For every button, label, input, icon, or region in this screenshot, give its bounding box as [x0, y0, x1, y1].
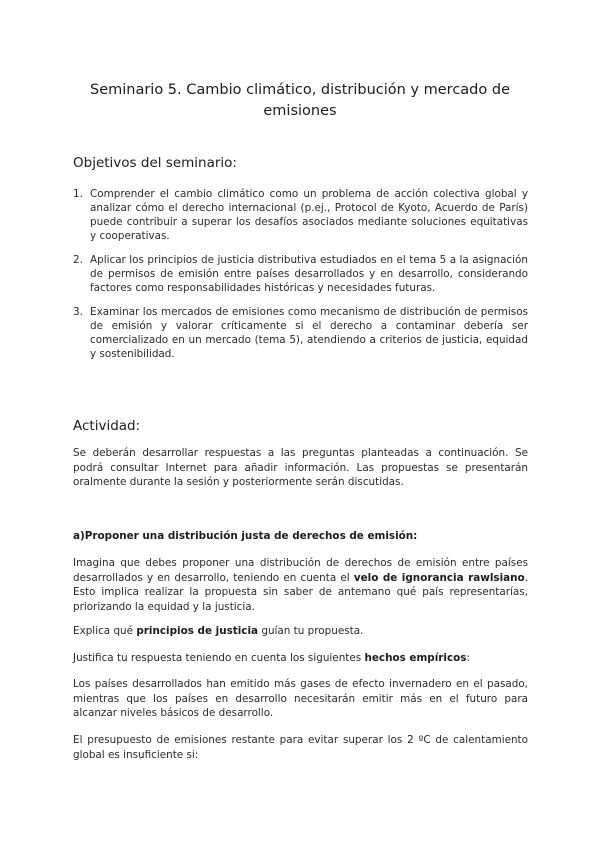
objective-item: 1. Comprender el cambio climático como un problema de acción colectiva global y analizar cómo el derecho internacional (p.ej., Protocol de Kyoto, Acuerdo de París) puede contribuir a superar los desafíos asociados mediante soluciones equitativas y cooperativas. — [73, 188, 528, 242]
section-a-paragraph-5: El presupuesto de emisiones restante para evitar superar los 2 ºC de calentamiento global es insuficiente si: — [73, 734, 528, 761]
section-a-paragraph-2: Explica qué principios de justicia guían tu propuesta. — [73, 625, 364, 637]
objective-item: 3. Examinar los mercados de emisiones como mecanismo de distribución de permisos de emisión y valorar críticamente si el derecho a contaminar debería ser comercializado en un mercado (tema 5), atendiendo a criterios de justicia, equidad y sostenibilidad. — [73, 306, 528, 360]
title-line-2: emisiones — [263, 103, 337, 119]
activity-heading: Actividad: — [73, 418, 141, 434]
section-a-paragraph-4: Los países desarrollados han emitido más gases de efecto invernadero en el pasado, mientras que los países en desarrollo necesitarán emitir más en el futuro para alcanzar niveles básicos de desarrollo. — [73, 678, 528, 719]
objective-item: 2. Aplicar los principios de justicia distributiva estudiados en el tema 5 a la asignación de permisos de emisión entre países desarrollados y en desarrollo, considerando factores como responsabilidades históricas y necesidades futuras. — [73, 254, 528, 294]
activity-paragraph: Se deberán desarrollar respuestas a las preguntas planteadas a continuación. Se podrá consultar Internet para añadir información. Las propuestas se presentarán oralmente durante la sesión y posteriormente serán discutidas. — [73, 447, 528, 488]
title-line-1: Seminario 5. Cambio climático, distribución y mercado de — [89, 82, 510, 98]
section-a-paragraph-3: Justifica tu respuesta teniendo en cuenta los siguientes hechos empíricos: — [73, 652, 470, 664]
objectives-list — [73, 187, 528, 371]
section-a-paragraph-1: Imagina que debes proponer una distribución de derechos de emisión entre países desarrollados y en desarrollo, teniendo en cuenta el velo de ignorancia rawlsiano. Esto implica realizar la propuesta sin saber de antemano qué país representarías, priorizando la equidad y la justicia. — [73, 557, 529, 613]
page-title — [60, 80, 540, 122]
section-a-heading: a)Proponer una distribución justa de derechos de emisión: — [73, 530, 418, 542]
objectives-heading: Objetivos del seminario: — [73, 155, 237, 171]
